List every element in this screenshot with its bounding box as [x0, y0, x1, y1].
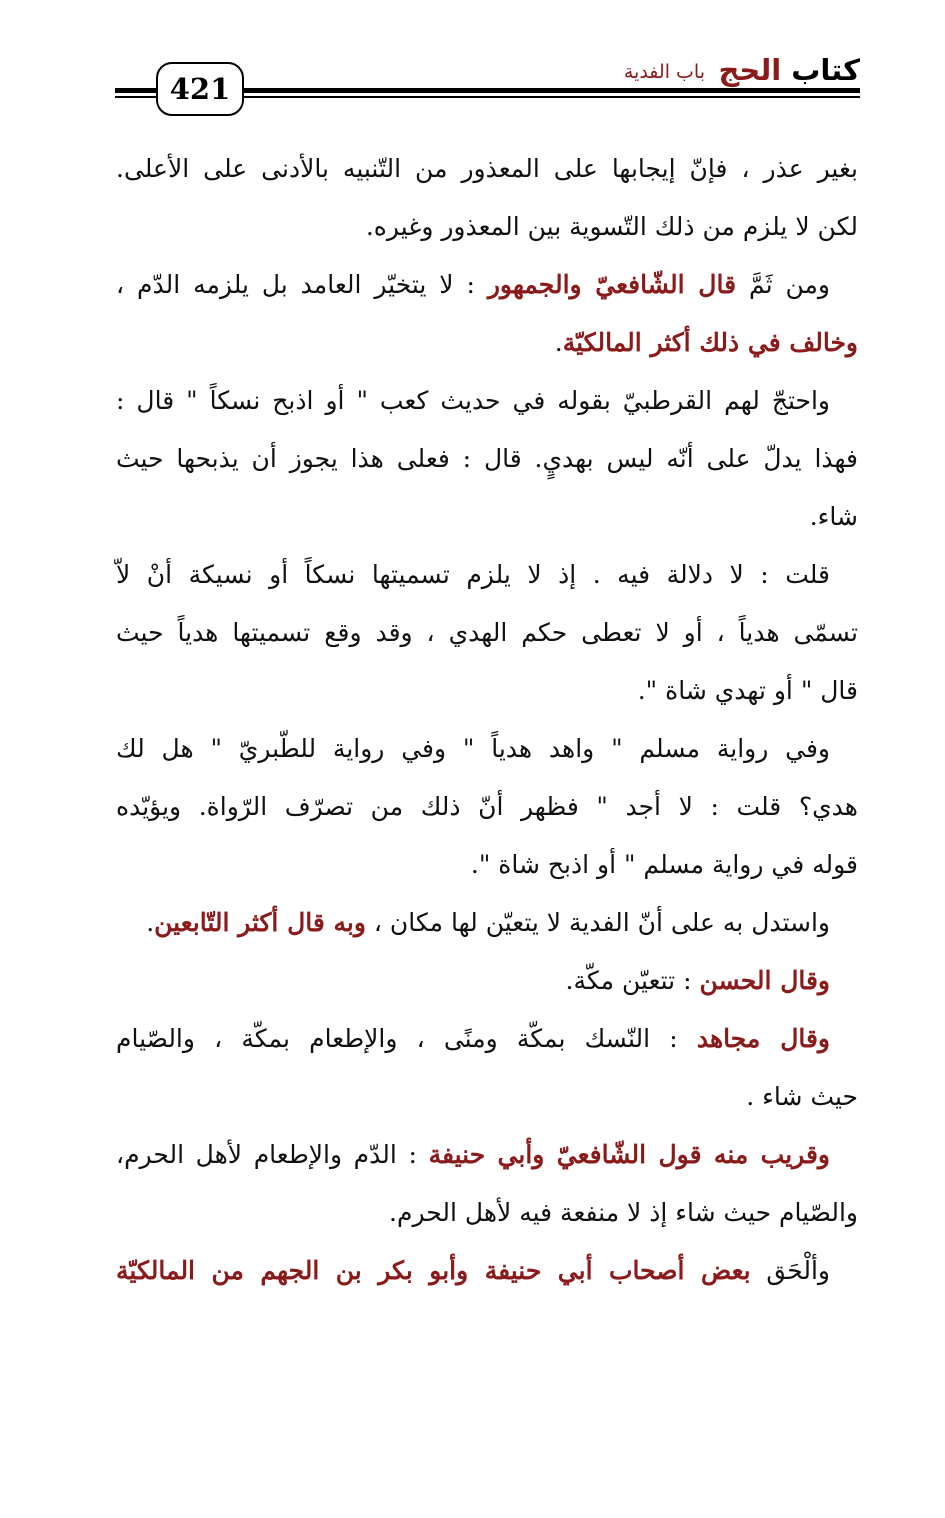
- text-run: شاء.: [809, 502, 858, 531]
- text-line: [116, 720, 858, 778]
- book-title-accent: الحج: [718, 53, 782, 87]
- text-line: [116, 604, 858, 662]
- text-line: [116, 546, 858, 604]
- text-run: حيث شاء .: [746, 1082, 858, 1111]
- text-run: واحتجّ لهم القرطبيّ بقوله في حديث كعب " أو اذبح نسكاً " قال :: [116, 386, 830, 415]
- text-line: [116, 894, 858, 952]
- text-line: [116, 1242, 858, 1300]
- text-line: [116, 778, 858, 836]
- text-run: : الدّم والإطعام لأهل الحرم،: [116, 1140, 429, 1169]
- text-line: [116, 256, 858, 314]
- text-run: فهذا يدلّ على أنّه ليس بهديٍ. قال : فعلى هذا يجوز أن يذبحها حيث: [116, 444, 858, 473]
- text-run: .: [146, 908, 155, 937]
- text-run: لكن لا يلزم من ذلك التّسوية بين المعذور وغيره.: [365, 212, 858, 241]
- text-run: بغير عذر ، فإنّ إيجابها على المعذور من التّنبيه بالأدنى على الأعلى.: [116, 154, 858, 183]
- highlighted-text: وقال مجاهد: [696, 1024, 830, 1053]
- text-line: [116, 314, 858, 372]
- text-line: [116, 1010, 858, 1068]
- text-line: [116, 662, 858, 720]
- text-line: [116, 140, 858, 198]
- book-title: [719, 50, 860, 90]
- page-number: 421: [156, 62, 244, 116]
- text-line: [116, 836, 858, 894]
- text-line: [116, 1126, 858, 1184]
- highlighted-text: وقريب منه قول الشّافعيّ وأبي حنيفة: [428, 1140, 830, 1169]
- text-run: وفي رواية مسلم " واهد هدياً " وفي رواية للطّبريّ " هل لك: [116, 734, 830, 763]
- text-run: هدي؟ قلت : لا أجد " فظهر أنّ ذلك من تصرّف الرّواة. ويؤيّده: [116, 792, 858, 821]
- text-line: [116, 198, 858, 256]
- highlighted-text: بعض أصحاب أبي حنيفة وأبو بكر بن الجهم من المالكيّة: [116, 1256, 751, 1285]
- text-run: وألْحَق: [750, 1256, 830, 1285]
- body-text: [116, 140, 858, 1300]
- text-run: قال " أو تهدي شاة ".: [637, 676, 858, 705]
- highlighted-text: وبه قال أكثر التّابعين: [154, 908, 366, 937]
- highlighted-text: قال الشّافعيّ والجمهور: [487, 270, 737, 299]
- text-run: : النّسك بمكّة ومنًى ، والإطعام بمكّة ، والصّيام: [116, 1024, 697, 1053]
- book-title-word: كتاب: [781, 53, 860, 87]
- text-line: [116, 372, 858, 430]
- text-run: والصّيام حيث شاء إذ لا منفعة فيه لأهل الحرم.: [389, 1198, 858, 1227]
- text-line: [116, 430, 858, 488]
- text-run: ومن ثَمَّ: [736, 270, 830, 299]
- text-run: واستدل به على أنّ الفدية لا يتعيّن لها مكان ،: [365, 908, 830, 937]
- text-line: [116, 1068, 858, 1126]
- text-run: : تتعيّن مكّة.: [565, 966, 700, 995]
- highlighted-text: وخالف في ذلك أكثر المالكيّة: [562, 328, 858, 357]
- text-run: قلت : لا دلالة فيه . إذ لا يلزم تسميتها نسكاً أو نسيكة أنْ لاّ: [116, 560, 830, 589]
- highlighted-text: وقال الحسن: [699, 966, 830, 995]
- chapter-title: باب الفدية: [623, 61, 705, 83]
- text-run: .: [554, 328, 563, 357]
- text-line: [116, 952, 858, 1010]
- text-line: [116, 1184, 858, 1242]
- text-run: تسمّى هدياً ، أو لا تعطى حكم الهدي ، وقد وقع تسميتها هدياً حيث: [116, 618, 858, 647]
- text-run: : لا يتخيّر العامد بل يلزمه الدّم ،: [116, 270, 488, 299]
- text-line: [116, 488, 858, 546]
- page-header: [0, 0, 945, 135]
- text-run: قوله في رواية مسلم " أو اذبح شاة ".: [470, 850, 858, 879]
